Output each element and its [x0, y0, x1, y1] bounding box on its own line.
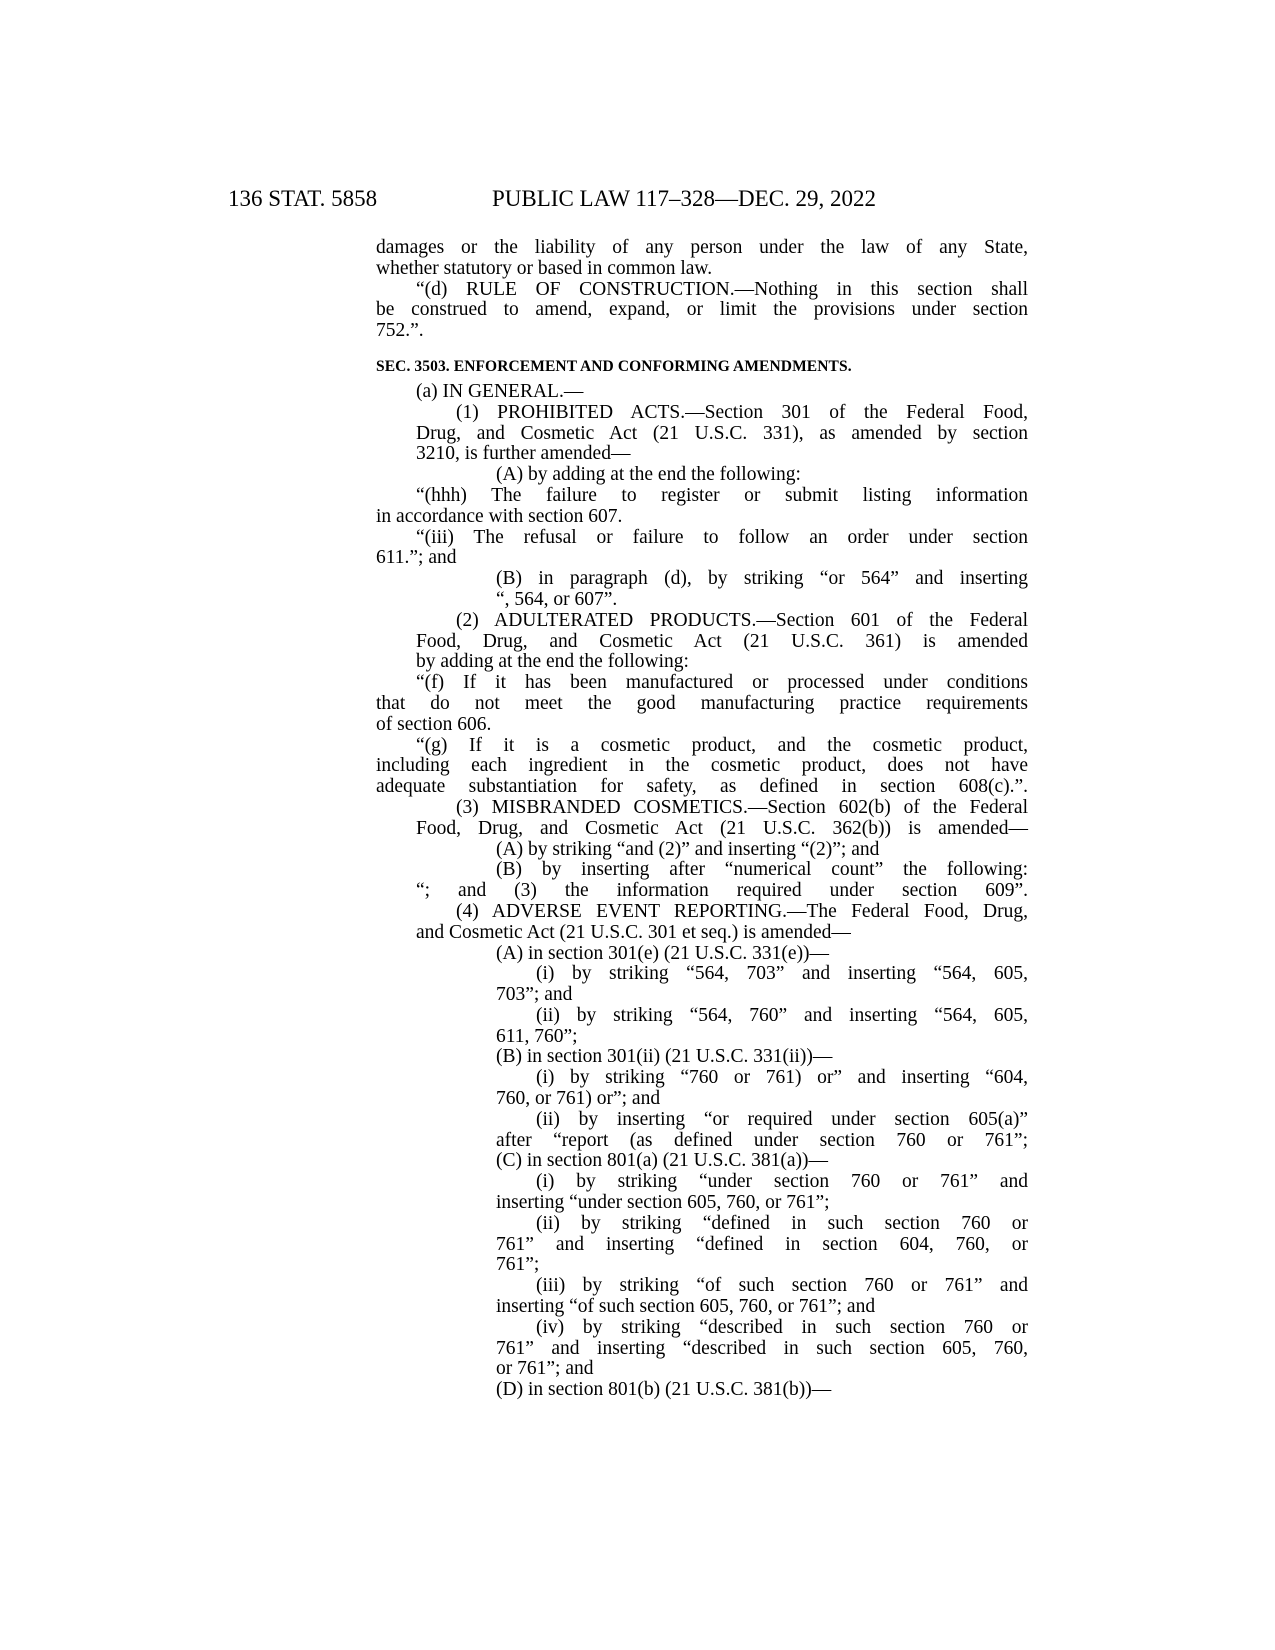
text-line: (2) ADULTERATED PRODUCTS.—Section 601 of the Federal	[456, 609, 1028, 631]
text-line: 703”; and	[496, 984, 573, 1006]
text-line: (A) by adding at the end the following:	[496, 464, 801, 486]
text-line: (3) MISBRANDED COSMETICS.—Section 602(b) of the Federal	[456, 796, 1028, 818]
text-line: and Cosmetic Act (21 U.S.C. 301 et seq.) is amended—	[416, 921, 851, 943]
text-line: Food, Drug, and Cosmetic Act (21 U.S.C. 361) is amended	[416, 630, 1028, 652]
text-line: including each ingredient in the cosmetic product, does not have	[376, 755, 1028, 777]
text-line: by adding at the end the following:	[416, 651, 689, 673]
text-line: (A) in section 301(e) (21 U.S.C. 331(e))—	[496, 942, 830, 964]
text-line: inserting “of such section 605, 760, or 761”; and	[496, 1296, 876, 1318]
text-line: after “report (as defined under section 760 or 761”;	[496, 1129, 1028, 1151]
text-line: whether statutory or based in common law.	[376, 257, 713, 279]
text-line: 611.”; and	[376, 547, 457, 569]
text-line: 760, or 761) or”; and	[496, 1088, 661, 1110]
text-line: 611, 760”;	[496, 1025, 578, 1047]
text-line: (ii) by inserting “or required under section 605(a)”	[536, 1108, 1028, 1130]
text-line: inserting “under section 605, 760, or 761”;	[496, 1192, 830, 1214]
text-line: (iv) by striking “described in such section 760 or	[536, 1316, 1028, 1338]
text-line: (A) by striking “and (2)” and inserting “(2)”; and	[496, 838, 880, 860]
page-header	[0, 186, 1275, 216]
text-line: (i) by striking “under section 760 or 761” and	[536, 1171, 1028, 1193]
text-line: “(d) RULE OF CONSTRUCTION.—Nothing in this section shall	[416, 278, 1028, 300]
text-line: 3210, is further amended—	[416, 443, 631, 465]
running-title: PUBLIC LAW 117–328—DEC. 29, 2022	[492, 186, 877, 211]
text-line: be construed to amend, expand, or limit the provisions under section	[376, 299, 1028, 321]
text-line: “, 564, or 607”.	[496, 588, 618, 610]
text-line: (ii) by striking “defined in such section 760 or	[536, 1212, 1028, 1234]
text-line: “(g) If it is a cosmetic product, and the cosmetic product,	[416, 734, 1028, 756]
text-line: Food, Drug, and Cosmetic Act (21 U.S.C. 362(b)) is amended—	[416, 817, 1028, 839]
text-line: Drug, and Cosmetic Act (21 U.S.C. 331), as amended by section	[416, 422, 1028, 444]
text-line: 761” and inserting “defined in section 604, 760, or	[496, 1233, 1028, 1255]
text-line: (i) by striking “564, 703” and inserting “564, 605,	[536, 963, 1028, 985]
text-line: in accordance with section 607.	[376, 505, 623, 527]
statute-page-number: 136 STAT. 5858	[228, 186, 378, 211]
text-line: (B) by inserting after “numerical count” the following:	[496, 859, 1028, 881]
text-line: (D) in section 801(b) (21 U.S.C. 381(b))—	[496, 1379, 832, 1401]
text-line: “; and (3) the information required under section 609”.	[416, 880, 1028, 902]
text-line: (B) in paragraph (d), by striking “or 564” and inserting	[496, 568, 1028, 590]
text-line: (1) PROHIBITED ACTS.—Section 301 of the Federal Food,	[456, 401, 1028, 423]
text-line: or 761”; and	[496, 1358, 594, 1380]
text-line: adequate substantiation for safety, as defined in section 608(c).”.	[376, 776, 1028, 798]
text-line: of section 606.	[376, 713, 492, 735]
text-line: (4) ADVERSE EVENT REPORTING.—The Federal Food, Drug,	[456, 900, 1028, 922]
text-line: 752.”.	[376, 320, 424, 342]
document-body	[376, 238, 1028, 1401]
section-heading: SEC. 3503. ENFORCEMENT AND CONFORMING AMENDMENTS.	[376, 357, 852, 375]
text-line: “(iii) The refusal or failure to follow an order under section	[416, 526, 1028, 548]
text-line: 761”;	[496, 1254, 540, 1276]
text-line: (ii) by striking “564, 760” and inserting “564, 605,	[536, 1004, 1028, 1026]
text-line: damages or the liability of any person under the law of any State,	[376, 237, 1028, 258]
text-line: (iii) by striking “of such section 760 or 761” and	[536, 1275, 1028, 1297]
text-line: (i) by striking “760 or 761) or” and inserting “604,	[536, 1067, 1028, 1089]
text-line: (a) IN GENERAL.—	[416, 380, 584, 402]
text-line: “(f) If it has been manufactured or processed under conditions	[416, 672, 1028, 694]
text-line: 761” and inserting “described in such section 605, 760,	[496, 1337, 1028, 1359]
text-line: that do not meet the good manufacturing practice requirements	[376, 692, 1028, 714]
text-line: “(hhh) The failure to register or submit listing information	[416, 484, 1028, 506]
text-line: (B) in section 301(ii) (21 U.S.C. 331(ii))—	[496, 1046, 833, 1068]
text-line: (C) in section 801(a) (21 U.S.C. 381(a))—	[496, 1150, 828, 1172]
